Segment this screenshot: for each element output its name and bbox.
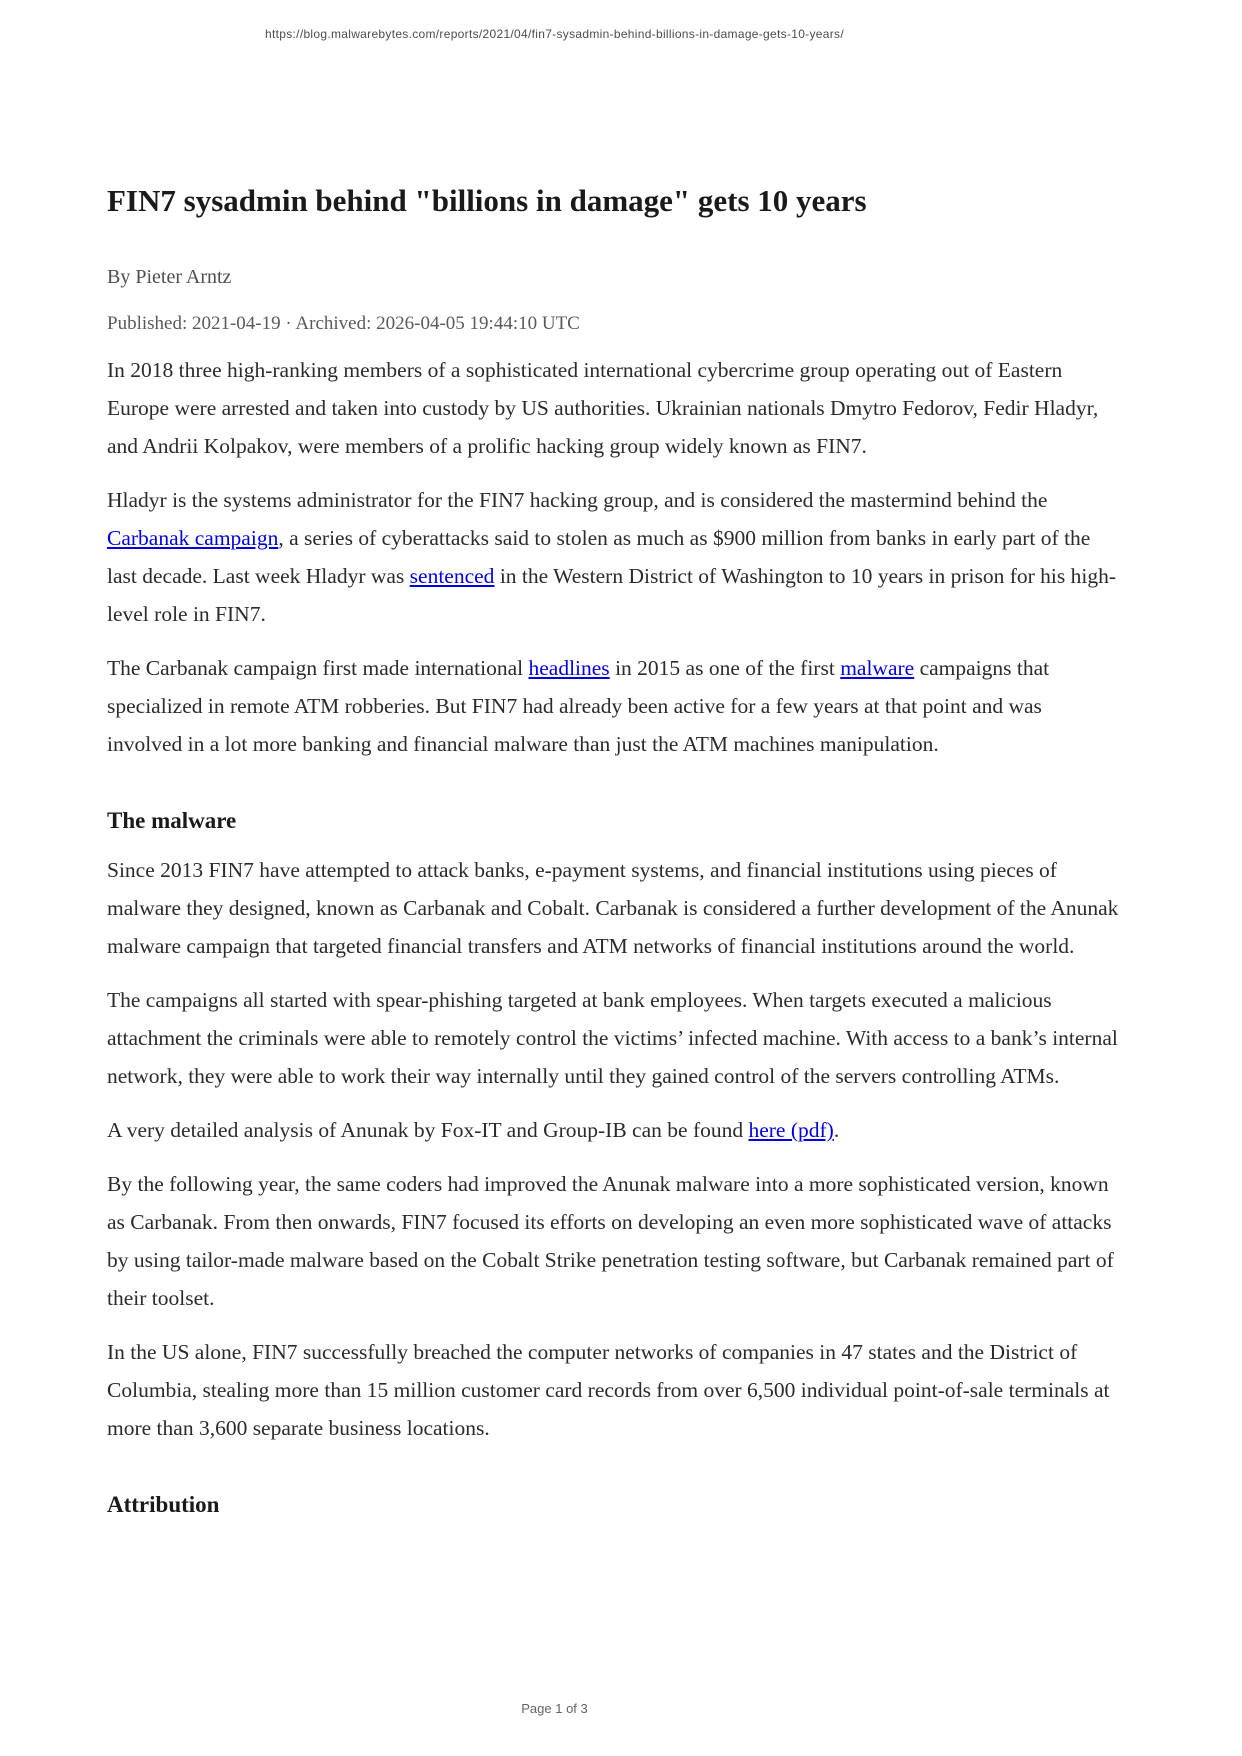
section-heading: Attribution (107, 1492, 220, 1517)
paragraph: In the US alone, FIN7 successfully breached the computer networks of companies in 47 states and the District of Columbia, stealing more than 15 million customer card records from over 6,500 individual point-of-sale terminals at more than 3,600 separate business locations. (107, 1340, 1110, 1440)
paragraph: By the following year, the same coders had improved the Anunak malware into a more sophisticated version, known as Carbanak. From then onwards, FIN7 focused its efforts on developing an even more sophisticated wave of attacks by using tailor-made malware based on the Cobalt Strike penetration testing software, but Carbanak remained part of their toolset. (107, 1172, 1114, 1310)
article-body (107, 351, 1120, 1519)
inline-link[interactable]: Carbanak campaign (107, 526, 279, 550)
print-header-url: https://blog.malwarebytes.com/reports/2021/04/fin7-sysadmin-behind-billions-in-damage-gets-10-years/ (265, 27, 844, 41)
byline: By Pieter Arntz (107, 266, 232, 288)
paragraph: The campaigns all started with spear-phishing targeted at bank employees. When targets executed a malicious attachment the criminals were able to remotely control the victims’ infected machine. With access to a bank’s internal network, they were able to work their way internally until they gained control of the servers controlling ATMs. (107, 988, 1118, 1088)
inline-link[interactable]: headlines (528, 656, 610, 680)
paragraph: A very detailed analysis of Anunak by Fox-IT and Group-IB can be found here (pdf). (107, 1118, 840, 1142)
paragraph: In 2018 three high-ranking members of a sophisticated international cybercrime group operating out of Eastern Europe were arrested and taken into custody by US authorities. Ukrainian nationals Dmytro Fedorov, Fedir Hladyr, and Andrii Kolpakov, were members of a prolific hacking group widely known as FIN7. (107, 358, 1099, 458)
paragraph: Hladyr is the systems administrator for the FIN7 hacking group, and is considered the mastermind behind the Carbanak campaign, a series of cyberattacks said to stolen as much as $900 million from banks in early part of the last decade. Last week Hladyr was sentenced in the Western District of Washington to 10 years in prison for his high-level role in FIN7. (107, 488, 1116, 626)
published-archived-meta: Published: 2021-04-19 · Archived: 2026-04-05 19:44:10 UTC (107, 313, 580, 334)
paragraph: Since 2013 FIN7 have attempted to attack banks, e-payment systems, and financial institutions using pieces of malware they designed, known as Carbanak and Cobalt. Carbanak is considered a further development of the Anunak malware campaign that targeted financial transfers and ATM networks of financial institutions around the world. (107, 858, 1119, 958)
paragraph: The Carbanak campaign first made international headlines in 2015 as one of the first malware campaigns that specialized in remote ATM robberies. But FIN7 had already been active for a few years at that point and was involved in a lot more banking and financial malware than just the ATM machines manipulation. (107, 656, 1050, 756)
section-heading: The malware (107, 808, 237, 833)
inline-link[interactable]: sentenced (409, 564, 495, 588)
inline-link[interactable]: malware (840, 656, 915, 680)
article (107, 0, 1120, 1529)
inline-link[interactable]: here (pdf) (748, 1118, 834, 1142)
page-title: FIN7 sysadmin behind "billions in damage" gets 10 years (107, 183, 867, 218)
page-number: Page 1 of 3 (521, 1701, 588, 1716)
